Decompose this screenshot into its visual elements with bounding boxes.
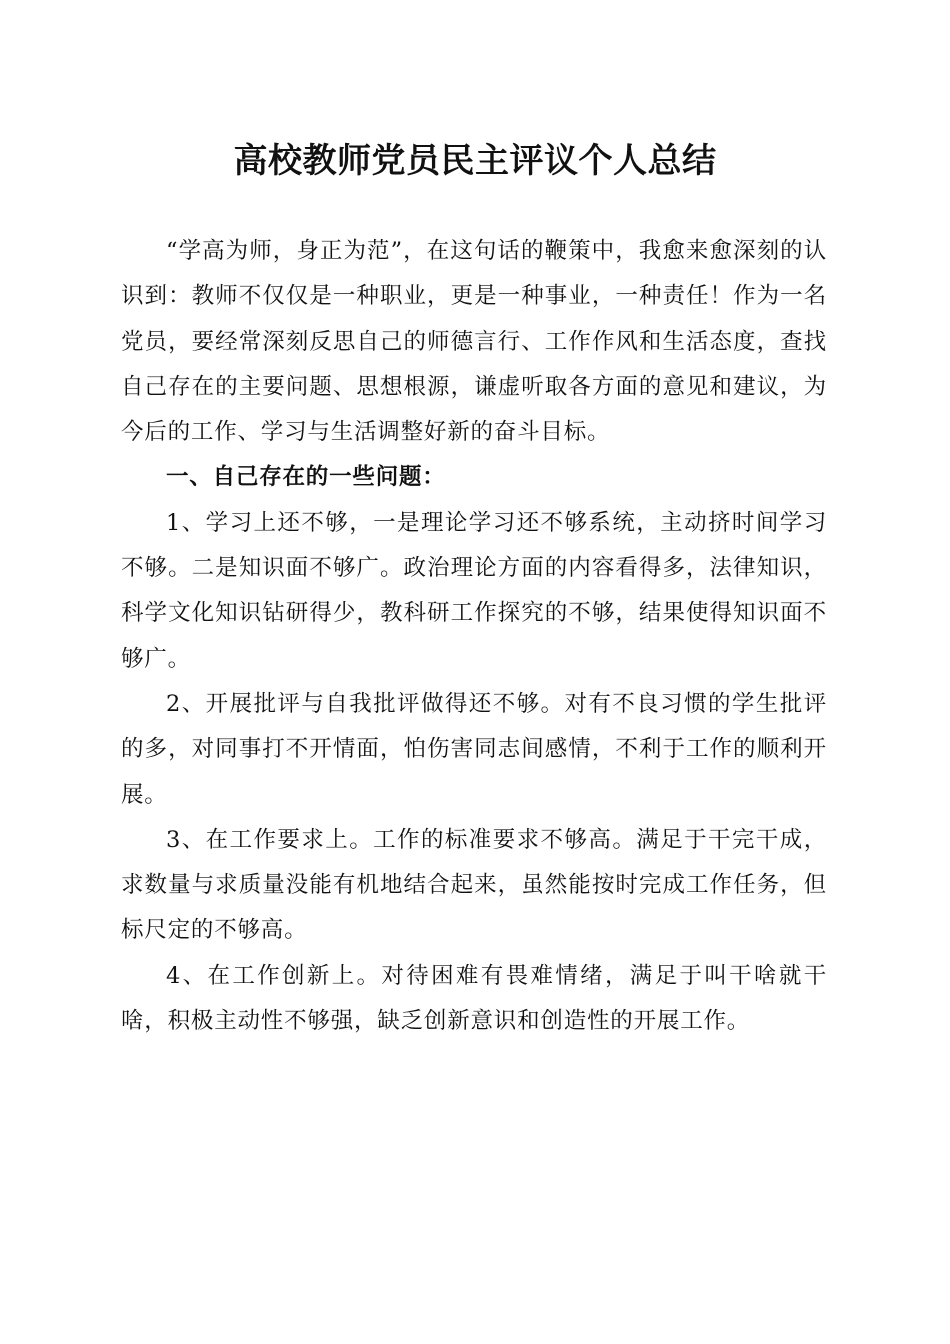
document-body <box>121 229 827 1044</box>
problem-item-2: 2、开展批评与自我批评做得还不够。对有不良习惯的学生批评的多，对同事打不开情面，怕伤害同志间感情，不利于工作的顺利开展。 <box>121 690 827 808</box>
problem-item-3: 3、在工作要求上。工作的标准要求不够高。满足于干完干成，求数量与求质量没能有机地结合起来，虽然能按时完成工作任务，但标尺定的不够高。 <box>121 826 827 944</box>
problem-item-4: 4、在工作创新上。对待困难有畏难情绪，满足于叫干啥就干啥，积极主动性不够强，缺乏创新意识和创造性的开展工作。 <box>121 962 827 1035</box>
section-heading: 一、自己存在的一些问题： <box>166 464 446 491</box>
problem-item-1: 1、学习上还不够，一是理论学习还不够系统，主动挤时间学习不够。二是知识面不够广。政治理论方面的内容看得多，法律知识，科学文化知识钻研得少，教科研工作探究的不够，结果使得知识面不够广。 <box>121 509 827 672</box>
document-title: 高校教师党员民主评议个人总结 <box>233 141 717 181</box>
intro-paragraph: “学高为师，身正为范”，在这句话的鞭策中，我愈来愈深刻的认识到：教师不仅仅是一种职业，更是一种事业，一种责任！作为一名党员，要经常深刻反思自己的师德言行、工作作风和生活态度，查找自己存在的主要问题、思想根源，谦虚听取各方面的意见和建议，为今后的工作、学习与生活调整好新的奋斗目标。 <box>121 238 827 446</box>
